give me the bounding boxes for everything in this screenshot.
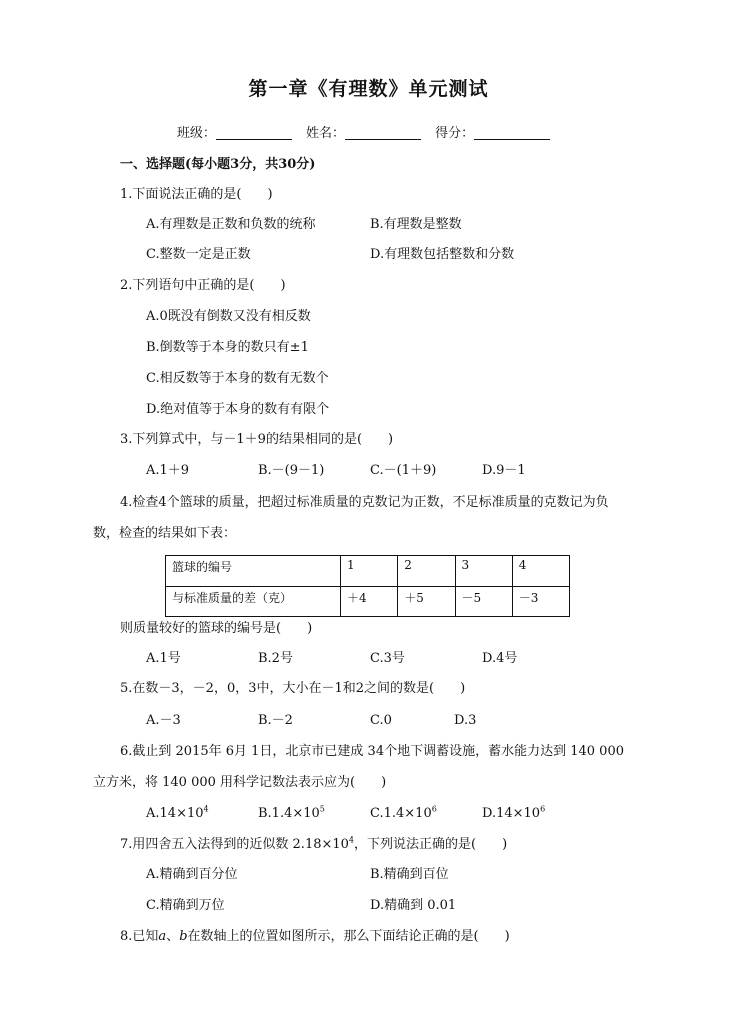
name-label: 姓名： <box>305 126 345 141</box>
q7-stem-exp: 4 <box>348 835 355 845</box>
q6-option-d-exp: 6 <box>540 804 546 814</box>
basketball-mass-table <box>165 555 570 617</box>
class-label: 班级： <box>176 126 216 141</box>
q6-option-b <box>258 805 325 823</box>
q6-option-d-base: D.14×10 <box>482 806 541 821</box>
table-cell: －3 <box>512 586 569 617</box>
q6-option-c-exp: 6 <box>431 804 437 814</box>
q1-stem: 1.下面说法正确的是( ) <box>120 187 273 202</box>
table-cell: 4 <box>512 556 569 587</box>
q1-option-d: D.有理数包括整数和分数 <box>370 247 515 262</box>
q8-stem-post: 在数轴上的位置如图所示，那么下面结论正确的是( ) <box>187 929 510 944</box>
q6-option-a-base: A.14×10 <box>146 806 204 821</box>
q6-option-a <box>146 805 209 823</box>
table-row <box>166 556 570 587</box>
q1-option-c: C.整数一定是正数 <box>146 247 251 262</box>
table-row <box>166 586 570 617</box>
q8-var-a: a <box>158 929 167 944</box>
table-cell: ＋4 <box>341 586 398 617</box>
q2-stem: 2.下列语句中正确的是( ) <box>120 278 286 293</box>
q8-stem-pre: 8.已知 <box>120 929 159 944</box>
q4-option-a: A.1号 <box>146 651 181 666</box>
q7-stem-post: ，下列说法正确的是( ) <box>354 837 508 852</box>
q6-stem-line1: 6.截止到 2015年 6月 1日，北京市已建成 34个地下调蓄设施，蓄水能力达到 140 000 <box>120 744 624 759</box>
score-label: 得分： <box>435 126 475 141</box>
q3-stem: 3.下列算式中，与－1＋9的结果相同的是( ) <box>120 432 394 447</box>
name-blank[interactable] <box>345 125 421 140</box>
q6-option-d <box>482 805 545 823</box>
q2-option-c: C.相反数等于本身的数有无数个 <box>146 371 329 386</box>
q4-followup: 则质量较好的篮球的编号是( ) <box>120 621 313 636</box>
q5-option-a: A.－3 <box>146 713 181 728</box>
score-blank[interactable] <box>474 125 550 140</box>
q7-option-d: D.精确到 0.01 <box>370 898 457 913</box>
q4-stem-line1: 4.检查4个篮球的质量，把超过标准质量的克数记为正数，不足标准质量的克数记为负 <box>120 495 609 510</box>
q4-stem-line2: 数，检查的结果如下表： <box>93 526 237 541</box>
table-cell: 与标准质量的差（克） <box>166 586 341 617</box>
q6-option-a-exp: 4 <box>203 804 209 814</box>
q1-option-a: A.有理数是正数和负数的统称 <box>146 217 316 232</box>
class-blank[interactable] <box>216 125 292 140</box>
table-cell: 3 <box>455 556 512 587</box>
table-cell: ＋5 <box>398 586 455 617</box>
q8-sep: 、 <box>166 929 180 944</box>
q7-option-b: B.精确到百位 <box>370 867 449 882</box>
q5-option-b: B.－2 <box>258 713 293 728</box>
table-cell: 篮球的编号 <box>166 556 341 587</box>
q4-option-d: D.4号 <box>482 651 518 666</box>
q2-option-b: B.倒数等于本身的数只有±1 <box>146 340 309 355</box>
q2-option-a: A.0既没有倒数又没有相反数 <box>146 309 311 324</box>
q6-stem-line2: 立方米，将 140 000 用科学记数法表示应为( ) <box>93 775 387 790</box>
q8-var-b: b <box>179 929 188 944</box>
q3-option-a: A.1＋9 <box>146 463 190 478</box>
page-title: 第一章《有理数》单元测试 <box>248 78 489 100</box>
q7-option-c: C.精确到万位 <box>146 898 225 913</box>
q7-option-a: A.精确到百分位 <box>146 867 238 882</box>
q4-option-b: B.2号 <box>258 651 293 666</box>
q3-option-d: D.9－1 <box>482 463 526 478</box>
table-cell: 2 <box>398 556 455 587</box>
q8-stem <box>120 928 510 946</box>
q2-option-d: D.绝对值等于本身的数有有限个 <box>146 402 330 417</box>
q7-stem-pre: 7.用四舍五入法得到的近似数 2.18×10 <box>120 837 349 852</box>
table-cell: 1 <box>341 556 398 587</box>
q5-option-d: D.3 <box>454 713 477 728</box>
q5-stem: 5.在数－3，－2，0，3中，大小在－1和2之间的数是( ) <box>120 681 466 696</box>
q4-option-c: C.3号 <box>370 651 405 666</box>
q6-option-b-base: B.1.4×10 <box>258 806 320 821</box>
table-cell: －5 <box>455 586 512 617</box>
q5-option-c: C.0 <box>370 713 392 728</box>
section-heading: 一、选择题(每小题3分，共30分) <box>120 157 316 172</box>
q3-option-b: B.－(9－1) <box>258 463 325 478</box>
q3-option-c: C.－(1＋9) <box>370 463 437 478</box>
q6-option-b-exp: 5 <box>319 804 325 814</box>
student-info-fields <box>0 125 737 143</box>
q6-option-c-base: C.1.4×10 <box>370 806 432 821</box>
q6-option-c <box>370 805 437 823</box>
q1-option-b: B.有理数是整数 <box>370 217 462 232</box>
q7-stem <box>120 836 507 854</box>
